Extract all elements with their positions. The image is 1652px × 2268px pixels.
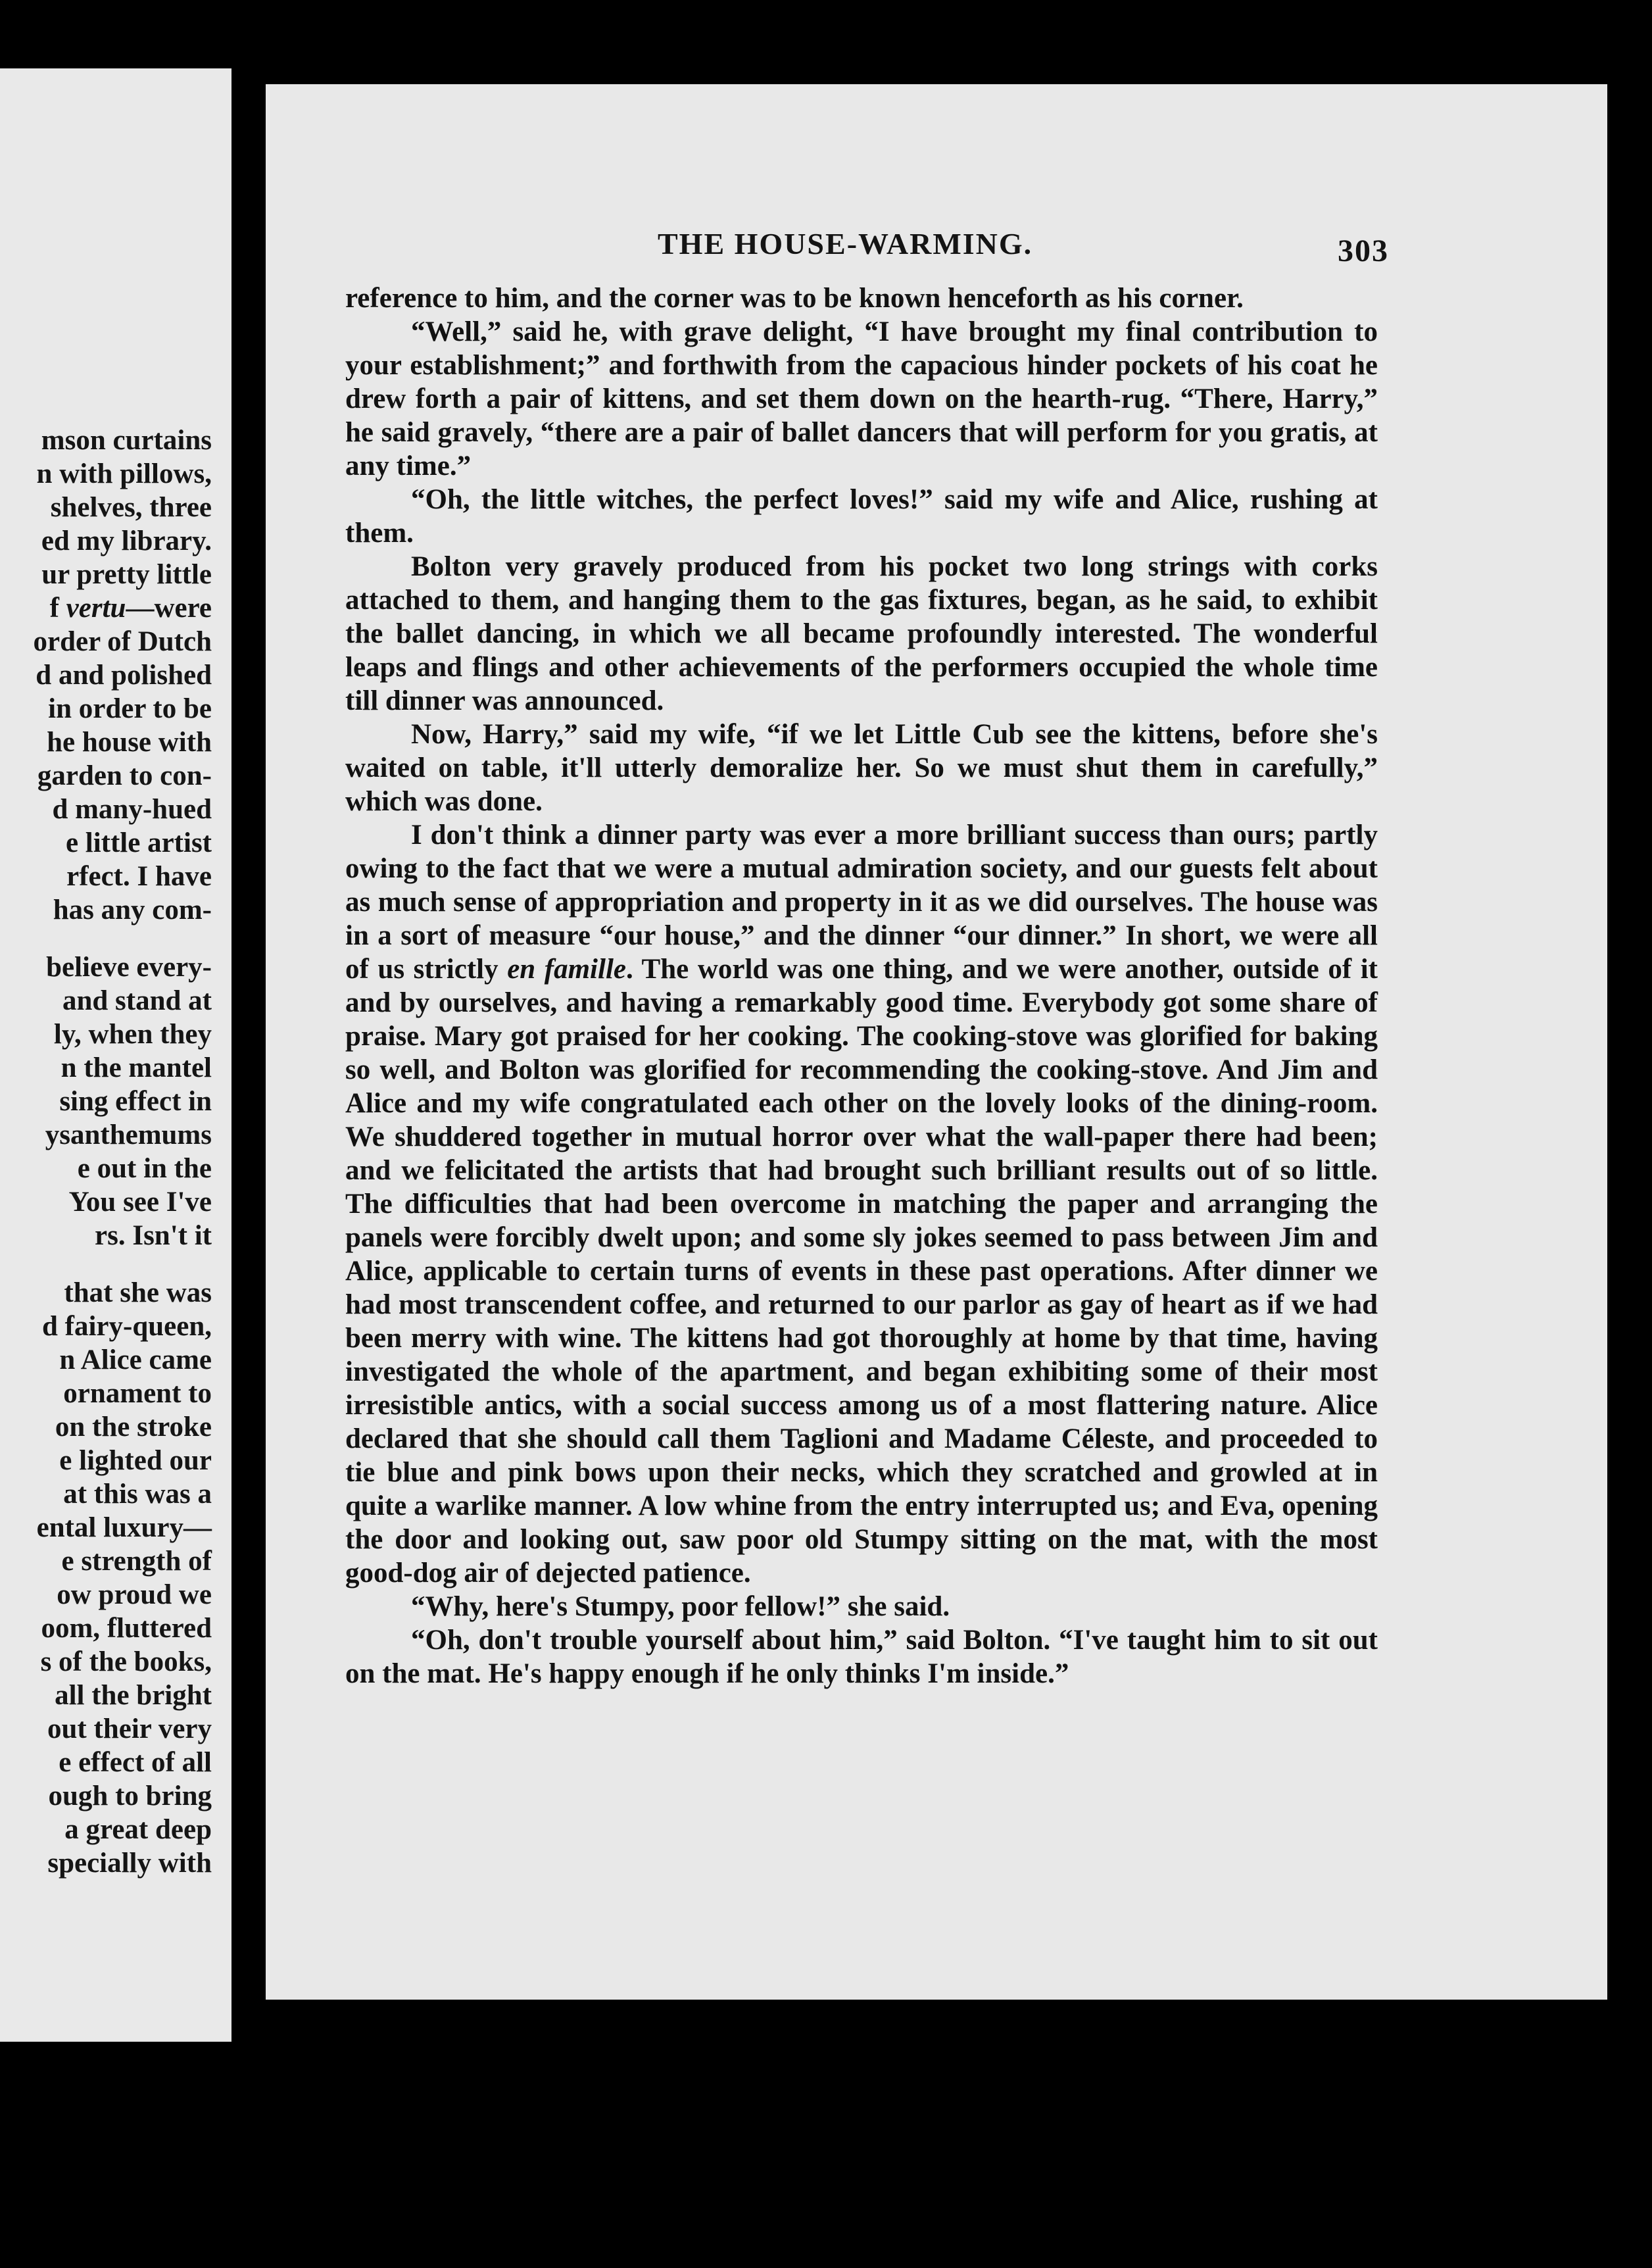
left-page-line: in order to be xyxy=(48,693,212,724)
paragraph xyxy=(345,1590,1378,1623)
left-page-line: oom, fluttered xyxy=(41,1613,212,1644)
left-page-line: rfect. I have xyxy=(66,861,212,892)
left-page-line: out their very xyxy=(47,1713,212,1744)
left-page-fragment xyxy=(0,68,231,2042)
left-page-line: believe every- xyxy=(46,952,212,983)
left-page-line: ow proud we xyxy=(57,1579,212,1610)
left-page-line: and stand at xyxy=(62,985,212,1016)
left-page-line xyxy=(0,1252,212,1276)
left-page-line: n the mantel xyxy=(61,1052,212,1083)
paragraph xyxy=(345,550,1378,718)
left-page-line: ur pretty little xyxy=(41,559,212,590)
left-page-line: mson curtains xyxy=(41,425,212,456)
left-page-line: shelves, three xyxy=(50,492,212,523)
left-page-line: e out in the xyxy=(77,1153,212,1184)
left-page-line: e little artist xyxy=(65,827,212,858)
left-page-line: at this was a xyxy=(63,1479,212,1510)
left-page-line: order of Dutch xyxy=(33,626,212,657)
page-header xyxy=(266,226,1607,266)
left-page-line: d and polished xyxy=(36,660,212,691)
text-run: “Oh, don't trouble yourself about him,” said Bolton. “I've taught him to sit out on the mat. He's happy enough if he only thinks I'm inside.” xyxy=(345,1625,1378,1689)
paragraph xyxy=(345,718,1378,818)
left-page-line: ly, when they xyxy=(53,1019,212,1050)
left-page-line: all the bright xyxy=(55,1680,212,1711)
text-run: I don't think a dinner party was ever a more brilliant success than ours; partly owing to the fact that we were a mutual admiration society, and our guests felt about as much sense of appropriation and property in it as we did ourselves. The house was in a sort of measure “our house,” and the dinner “our dinner.” In short, we were all of us strictly xyxy=(345,820,1378,985)
left-page-line: garden to con- xyxy=(37,760,212,791)
left-page-line: d many-hued xyxy=(52,794,212,825)
text-run: Now, Harry,” said my wife, “if we let Little Cub see the kittens, before she's waited on table, it'll utterly demoralize her. So we must shut them in carefully,” which was done. xyxy=(345,719,1378,817)
text-run: . The world was one thing, and we were another, outside of it and by ourselves, and having a remarkably good time. Everybody got some share of praise. Mary got praised for her cooking. The cooking-stove was glorified for baking so well, and Bolton was glorified for recommending the cooking-stove. And Jim and Alice and my wife congratulated each other on the lovely looks of the dining-room. We shuddered together in mutual horror over what the wall-paper there had been; and we felicitated the artists that had brought such brilliant results out of so little. The difficulties that had been overcome in matching the paper and arranging the panels were forcibly dwelt upon; and some sly jokes seemed to pass between Jim and Alice, applicable to certain turns of events in these past operations. After dinner we had most transcendent coffee, and returned to our parlor as gay of heart as if we had been merry with wine. The kittens had got thoroughly at home by that time, having investigated the whole of the apartment, and began exhibiting some of their most irresistible antics, with a social success among us of a most flattering nature. Alice declared that she should call them Taglioni and Madame Céleste, and proceeded to tie blue and pink bows upon their necks, which they scratched and growled at in quite a warlike manner. A low whine from the entry interrupted us; and Eva, opening the door and looking out, saw poor old Stumpy sitting on the mat, with the most good-dog air of dejected patience. xyxy=(345,954,1378,1589)
left-page-line: ental luxury— xyxy=(36,1512,212,1543)
text-run: “Oh, the little witches, the perfect loves!” said my wife and Alice, rushing at them. xyxy=(345,484,1378,549)
left-page-line: specially with xyxy=(47,1848,212,1879)
left-page-line: e lighted our xyxy=(59,1445,212,1476)
text-run: reference to him, and the corner was to be known henceforth as his corner. xyxy=(345,283,1244,314)
running-head: THE HOUSE-WARMING. xyxy=(658,227,1033,260)
paragraph xyxy=(345,282,1378,315)
paragraph xyxy=(345,1623,1378,1690)
left-page-line xyxy=(0,927,212,950)
left-page-line: sing effect in xyxy=(59,1086,212,1117)
left-page-line: n Alice came xyxy=(59,1344,212,1375)
left-page-line: f vertu—were xyxy=(49,593,212,624)
body-text xyxy=(345,282,1378,1690)
left-page-line: a great deep xyxy=(64,1814,212,1845)
text-run: Bolton very gravely produced from his pocket two long strings with corks attached to them, and hanging them to the gas fixtures, began, as he said, to exhibit the ballet dancing, in which we all became profoundly interested. The wonderful leaps and flings and other achievements of the performers occupied the whole time till dinner was announced. xyxy=(345,551,1378,716)
left-page-line: ornament to xyxy=(63,1378,212,1409)
left-page-line: e strength of xyxy=(61,1546,212,1577)
right-page xyxy=(266,84,1607,2000)
left-page-line: he house with xyxy=(47,727,212,758)
left-page-line: that she was xyxy=(64,1277,212,1308)
left-page-line: on the stroke xyxy=(55,1412,212,1442)
left-page-line: ough to bring xyxy=(48,1781,212,1812)
paragraph xyxy=(345,315,1378,483)
left-page-text xyxy=(0,424,212,1880)
left-page-line: rs. Isn't it xyxy=(95,1220,212,1251)
left-page-line: has any com- xyxy=(53,895,212,925)
left-page-line: You see I've xyxy=(68,1187,212,1218)
italic-phrase: en famille xyxy=(507,954,626,985)
left-page-line: d fairy-queen, xyxy=(42,1311,212,1342)
text-run: “Why, here's Stumpy, poor fellow!” she said. xyxy=(411,1591,950,1622)
page-number: 303 xyxy=(1338,234,1389,268)
left-page-line: ysanthemums xyxy=(45,1120,212,1150)
paragraph xyxy=(345,483,1378,550)
left-page-line: ed my library. xyxy=(41,526,212,556)
left-page-line: n with pillows, xyxy=(36,458,212,489)
paragraph xyxy=(345,818,1378,1590)
text-run: “Well,” said he, with grave delight, “I have brought my final contribution to your establishment;” and forthwith from the capacious hinder pockets of his coat he drew forth a pair of kittens, and set them down on the hearth-rug. “There, Harry,” he said gravely, “there are a pair of ballet dancers that will perform for you gratis, at any time.” xyxy=(345,316,1378,481)
left-page-line: e effect of all xyxy=(59,1747,212,1778)
left-page-line: s of the books, xyxy=(40,1646,212,1677)
